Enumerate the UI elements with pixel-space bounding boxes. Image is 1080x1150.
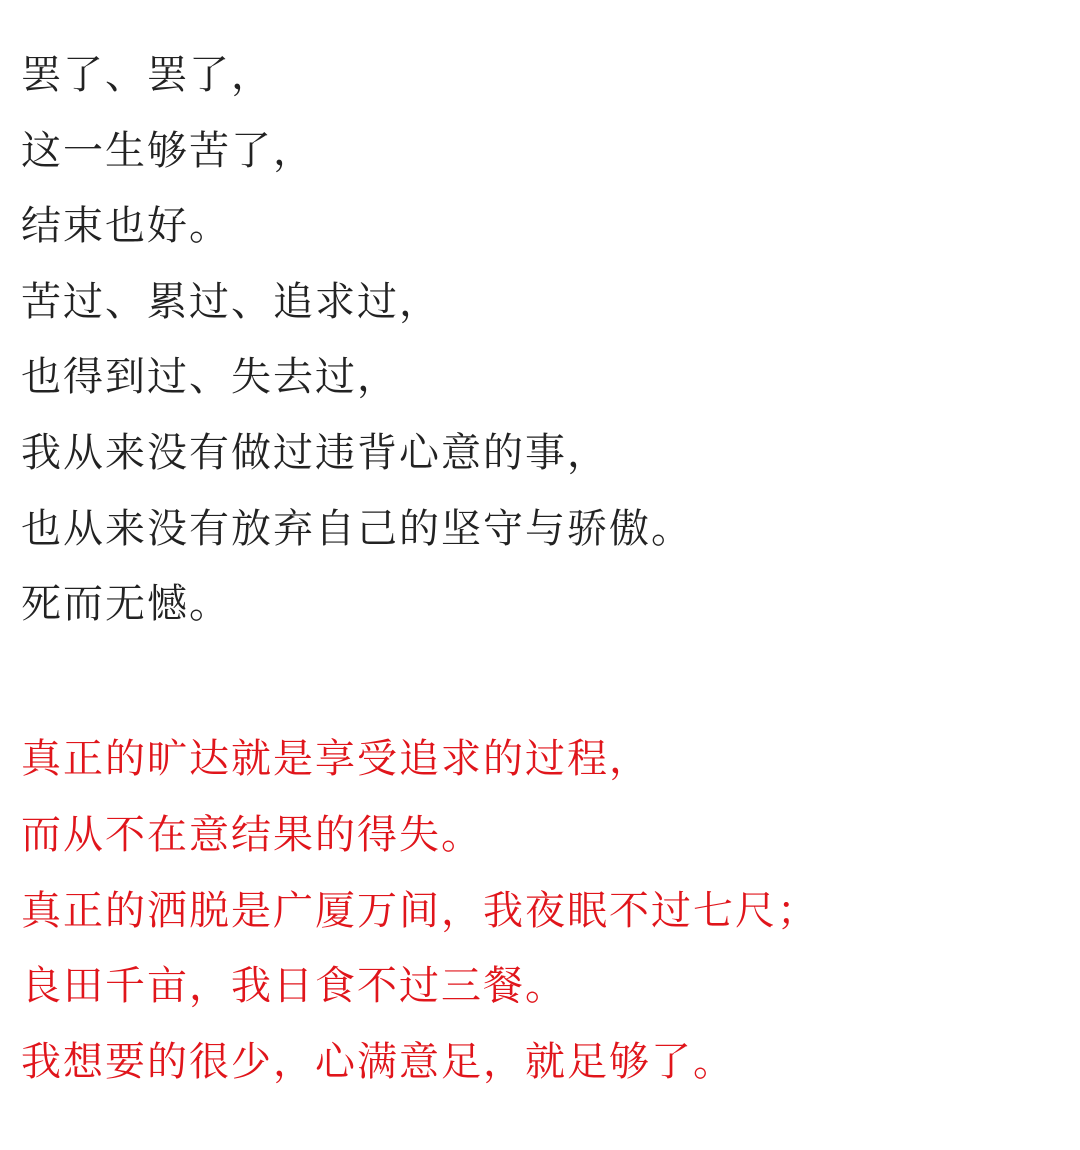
- highlighted-line: 真正的洒脱是广厦万间，我夜眠不过七尺；: [21, 888, 819, 934]
- text-line: 我从来没有做过违背心意的事，: [21, 430, 609, 476]
- highlighted-line: 真正的旷达就是享受追求的过程，: [21, 736, 651, 782]
- text-line: 也从来没有放弃自己的坚守与骄傲。: [21, 506, 693, 552]
- text-line: 苦过、累过、追求过，: [21, 279, 441, 325]
- text-line: 也得到过、失去过，: [21, 354, 399, 400]
- text-line: 罢了、罢了，: [21, 52, 273, 98]
- text-line: 结束也好。: [21, 203, 231, 249]
- highlighted-line: 我想要的很少，心满意足，就足够了。: [21, 1039, 735, 1085]
- highlighted-line: 而从不在意结果的得失。: [21, 812, 483, 858]
- text-line: 死而无憾。: [21, 581, 231, 627]
- highlighted-line: 良田千亩，我日食不过三餐。: [21, 963, 567, 1009]
- text-line: 这一生够苦了，: [21, 128, 315, 174]
